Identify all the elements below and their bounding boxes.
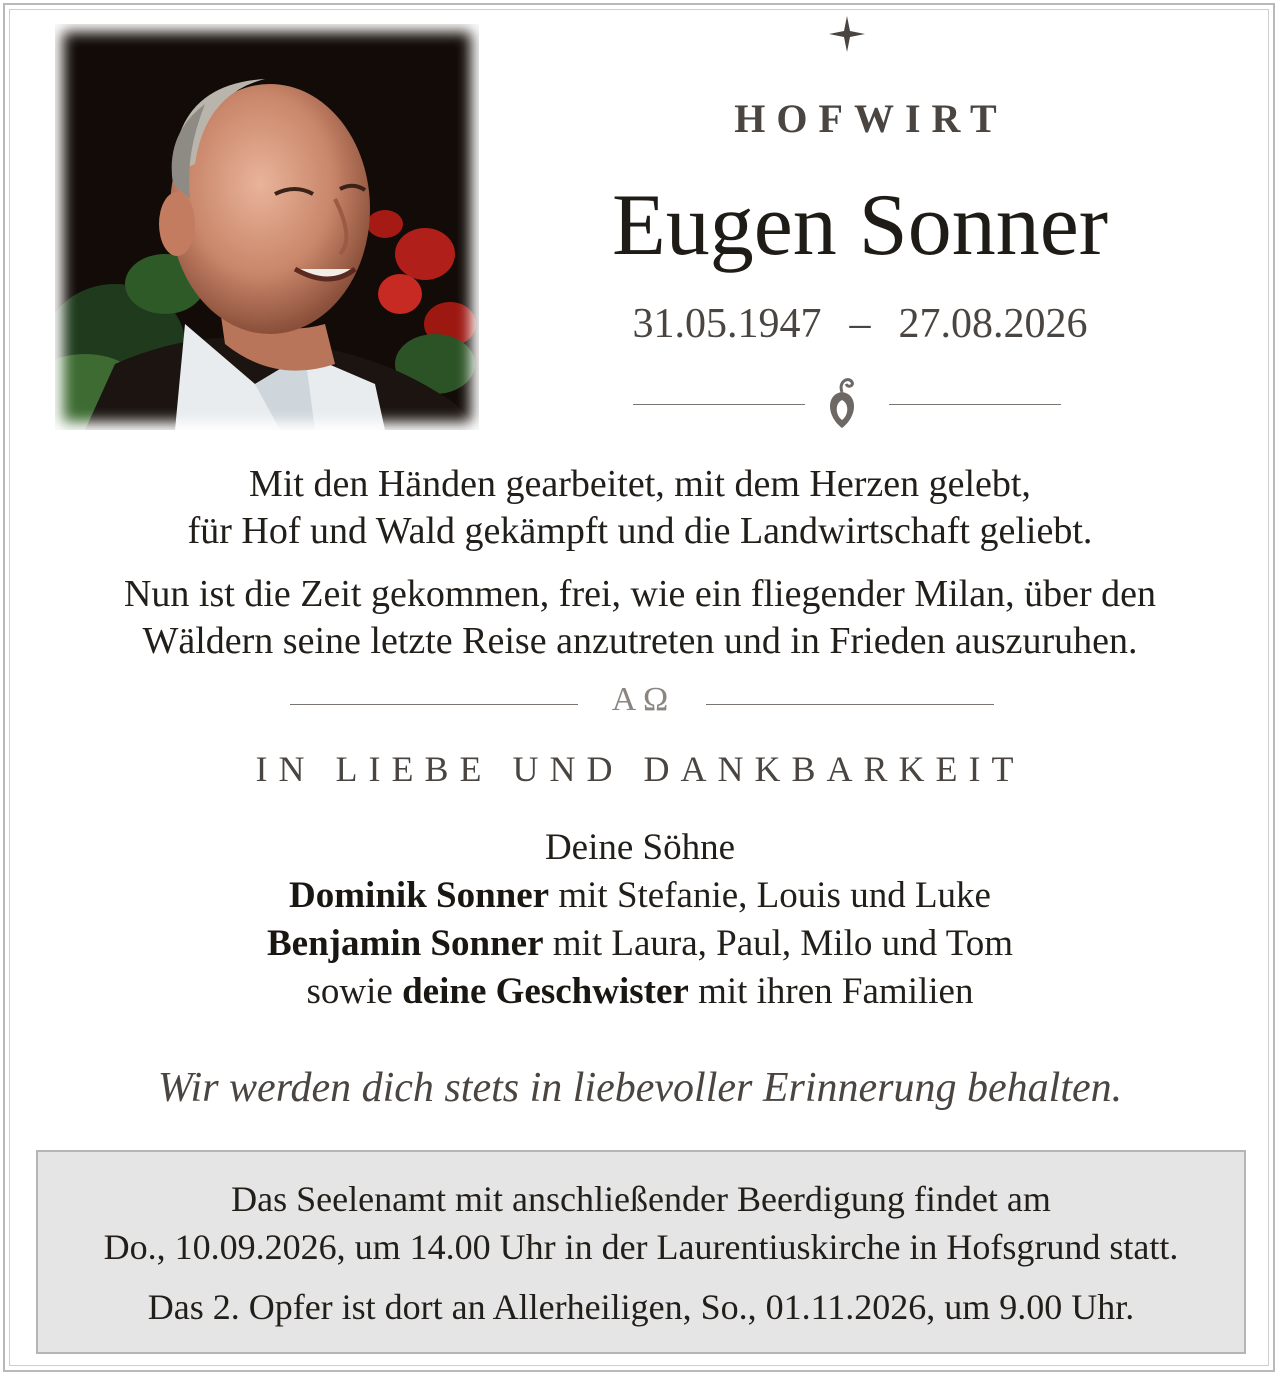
son-1-family: mit Stefanie, Louis und Luke xyxy=(549,875,991,916)
service-line-2: Do., 10.09.2026, um 14.00 Uhr in der Laurentiuskirche in Hofsgrund statt. xyxy=(103,1227,1179,1267)
occupation-title: HOFWIRT xyxy=(734,96,1008,141)
siblings-family: mit ihren Familien xyxy=(688,971,974,1012)
service-line-1: Das Seelenamt mit anschließender Beerdigung findet am xyxy=(231,1179,1051,1219)
family-siblings xyxy=(0,968,1280,1016)
divider-left-lower xyxy=(290,704,578,705)
family-intro: Deine Söhne xyxy=(544,827,736,868)
memory-line: Wir werden dich stets in liebevoller Erinnerung behalten. xyxy=(157,1065,1123,1111)
fleuron-icon xyxy=(818,374,866,432)
thanks-heading: IN LIEBE UND DANKBARKEIT xyxy=(255,749,1025,789)
family-list xyxy=(0,824,1280,1016)
divider-left-upper xyxy=(633,404,805,405)
date-separator: – xyxy=(849,301,871,347)
deceased-name: Eugen Sonner xyxy=(611,177,1109,274)
portrait-photo xyxy=(55,24,479,430)
poem-block-1 xyxy=(30,461,1250,555)
service-info-box xyxy=(36,1150,1246,1354)
son-2-name: Benjamin Sonner xyxy=(267,923,544,964)
life-dates xyxy=(560,300,1160,348)
death-date: 27.08.2026 xyxy=(898,301,1088,347)
poem-line-3: Nun ist die Zeit gekommen, frei, wie ein fliegender Milan, über den xyxy=(123,573,1156,615)
service-line-3: Das 2. Opfer ist dort an Allerheiligen, So., 01.11.2026, um 9.00 Uhr. xyxy=(147,1287,1135,1327)
birth-date: 31.05.1947 xyxy=(632,301,822,347)
poem-line-1: Mit den Händen gearbeitet, mit dem Herzen gelebt, xyxy=(249,463,1031,505)
poem-line-2: für Hof und Wald gekämpft und die Landwirtschaft geliebt. xyxy=(187,510,1093,552)
star-icon xyxy=(827,14,867,54)
siblings-prefix: sowie xyxy=(306,971,403,1012)
alpha-omega-symbol: A Ω xyxy=(611,681,669,718)
divider-right-lower xyxy=(706,704,994,705)
son-2-family: mit Laura, Paul, Milo und Tom xyxy=(543,923,1013,964)
family-son-1 xyxy=(0,872,1280,920)
poem-line-4: Wäldern seine letzte Reise anzutreten und in Frieden auszuruhen. xyxy=(142,620,1138,662)
divider-right-upper xyxy=(889,404,1061,405)
son-1-name: Dominik Sonner xyxy=(289,875,550,916)
family-son-2 xyxy=(0,920,1280,968)
poem-block-2 xyxy=(30,571,1250,665)
siblings-name: deine Geschwister xyxy=(402,971,689,1012)
